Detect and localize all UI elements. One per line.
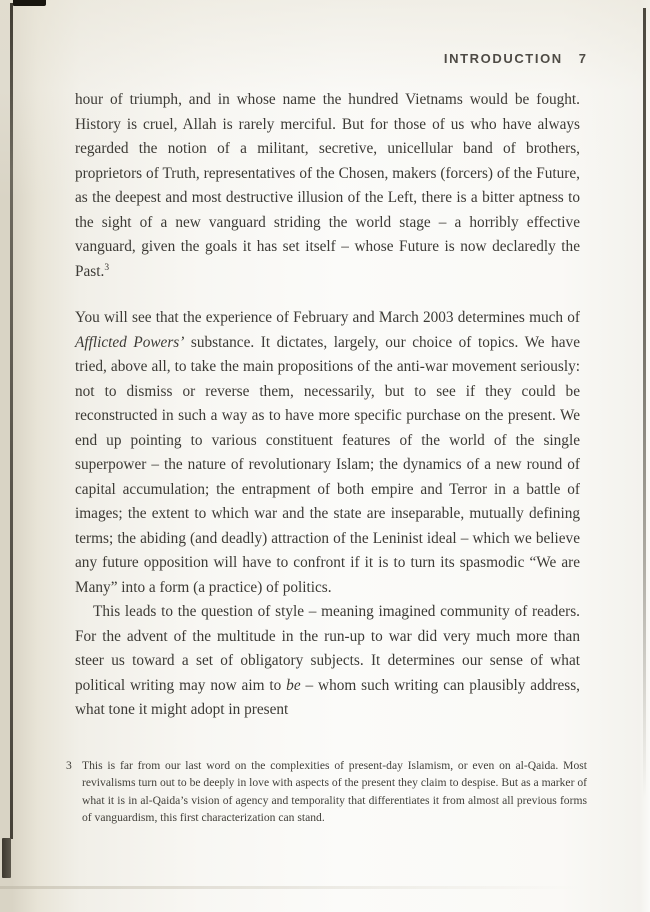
paragraph-1-text: hour of triumph, and in whose name the hundred Vietnams would be fought. History is cruel, Allah is rarely merciful. But for those of us who have always regarded the notion of a militant, secretive, unicellular band of brothers, proprietors of Truth, representatives of the Chosen, makers (forcers) of the Future, as the deepest and most destructive illusion of the Left, there is a bitter aptness to the sight of a new vanguard striding the world stage – a horribly effective vanguard, given the goals it has set itself – whose Future is now declaredly the Past. [75, 91, 580, 280]
paragraph-2 [75, 306, 580, 600]
scan-artifact-bottom-left-bar [2, 838, 11, 878]
paragraph-2-text-end: substance. It dictates, largely, our choice of topics. We have tried, above all, to take the main propositions of the anti-war movement seriously: not to dismiss or reverse them, necessarily, but to see if they could be reconstructed in such a way as to have more specific purchase on the present. We end up pointing to various constituent features of the world of the single superpower – the nature of revolutionary Islam; the dynamics of a new round of capital accumulation; the entrapment of both empire and Terror in a battle of images; the extent to which war and the state are inseparable, mutually defining terms; the abiding (and deadly) attraction of the Leninist ideal – which we believe any future opposition will have to confront if it is to turn its spasmodic “We are Many” into a form (a practice) of politics. [75, 333, 580, 596]
scan-artifact-bottom-shadow [0, 886, 580, 889]
running-header [75, 51, 586, 66]
paragraph-3 [75, 600, 580, 723]
footnote-reference: 3 [104, 262, 110, 273]
paragraph-3-text-start: This leads to the question of style – meaning imagined community of readers. For the advent of the multitude in the run-up to war did very much more than steer us toward a set of obligatory subjects. It determines our sense of what political writing may now aim to [75, 603, 580, 694]
footnote-number: 3 [66, 759, 72, 772]
running-header-title: INTRODUCTION [443, 51, 563, 66]
paragraph-2-text-start: You will see that the experience of February and March 2003 determines much of [75, 309, 580, 326]
paragraph-3-text-end: – whom such writing can plausibly address, what tone it might adopt in present [75, 676, 580, 718]
footnote [66, 757, 587, 827]
scan-artifact-top-bar [13, 0, 46, 6]
book-title-italic: Afflicted Powers’ [75, 333, 185, 351]
scan-artifact-left-edge-line [10, 3, 13, 839]
scan-artifact-right-edge-line [643, 8, 646, 798]
footnote-text: This is far from our last word on the complexities of present-day Islamism, or even on al-Qaida. Most revivalisms turn out to be deeply in love with aspects of the present they claim to despise. But as a marker of what it is in al-Qaida’s vision of agency and temporality that differentiates it from almost all previous forms of vanguardism, this first characterization can stand. [82, 759, 587, 825]
page-number: 7 [578, 51, 586, 66]
paragraph-1 [75, 88, 580, 284]
body-text [75, 88, 580, 723]
emphasis-italic: be [286, 676, 301, 694]
